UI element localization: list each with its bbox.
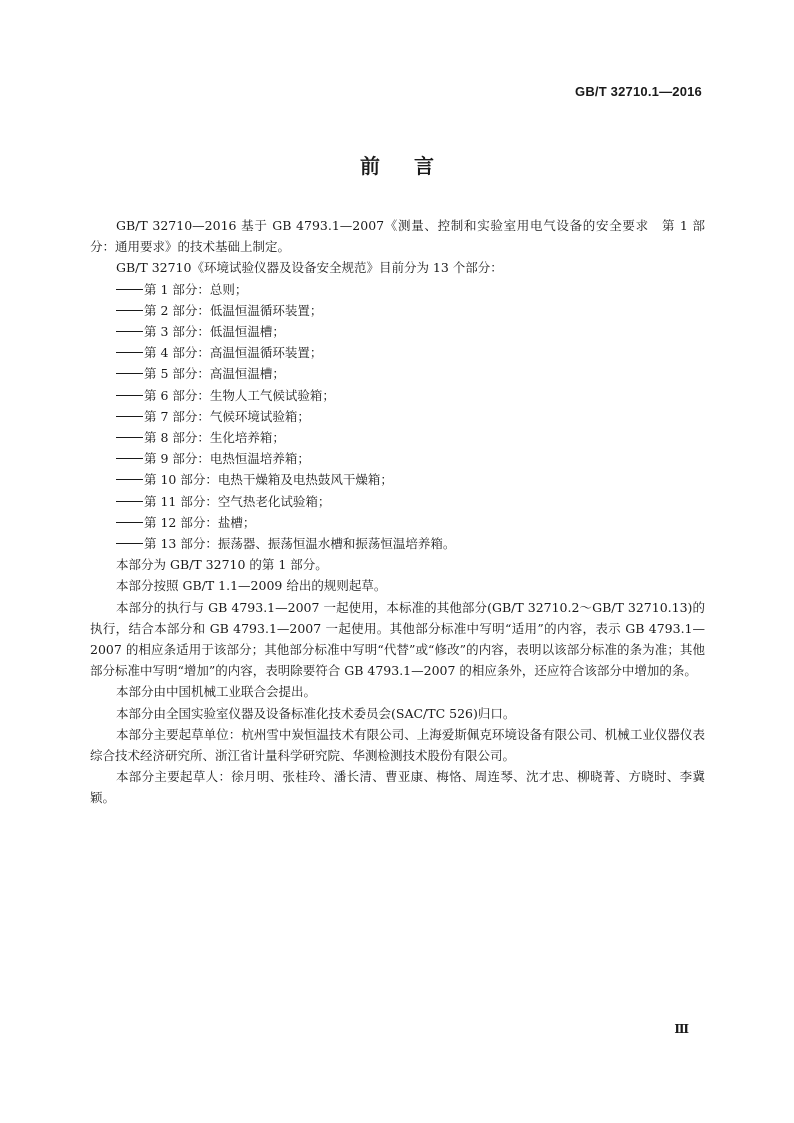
dash-marker [116, 331, 143, 332]
dash-marker [116, 522, 143, 523]
parts-list [90, 279, 705, 555]
dash-marker [116, 310, 143, 311]
dash-marker [116, 373, 143, 374]
list-item: 第 1 部分：总则； [90, 279, 705, 300]
document-body [90, 215, 705, 809]
body-paragraph: 本部分主要起草单位：杭州雪中炭恒温技术有限公司、上海爱斯佩克环境设备有限公司、机械工业仪器仪表综合技术经济研究所、浙江省计量科学研究院、华测检测技术股份有限公司。 [90, 726, 705, 764]
dash-marker [116, 479, 143, 480]
body-paragraph: 本部分由中国机械工业联合会提出。 [116, 684, 317, 700]
page-number: Ⅲ [674, 1022, 689, 1036]
list-item: 第 10 部分：电热干燥箱及电热鼓风干燥箱； [90, 469, 705, 490]
list-item: 第 8 部分：生化培养箱； [90, 427, 705, 448]
body-paragraph: 本部分主要起草人：徐月明、张桂玲、潘长清、曹亚康、梅恪、周连琴、沈才忠、柳晓菁、方晓时、李冀颖。 [90, 769, 705, 806]
body-paragraph: 本部分的执行与 GB 4793.1—2007 一起使用，本标准的其他部分(GB/T 32710.2～GB/T 32710.13)的执行，结合本部分和 GB 4793.1—2007 一起使用。其他部分标准中写明“适用”的内容，表示 GB 4793.1—2007 的相应条适用于该部分；其他部分标准中写明“代替”或“修改”的内容，表明以该部分标准的条为准；其他部分标准中写明“增加”的内容，表明除要符合 GB 4793.1—2007 的相应条外，还应符合该部分中增加的条。 [90, 599, 705, 679]
dash-marker [116, 289, 143, 290]
body-paragraph: 本部分按照 GB/T 1.1—2009 给出的规则起草。 [116, 578, 387, 594]
intro-paragraph: GB/T 32710《环境试验仪器及设备安全规范》目前分为 13 个部分： [116, 260, 503, 276]
standard-code: GB/T 32710.1—2016 [575, 84, 702, 99]
dash-marker [116, 501, 143, 502]
list-item: 第 5 部分：高温恒温槽； [90, 363, 705, 384]
list-item: 第 3 部分：低温恒温槽； [90, 321, 705, 342]
dash-marker [116, 416, 143, 417]
dash-marker [116, 437, 143, 438]
page-title: 前言 [360, 154, 468, 178]
body-paragraph: 本部分为 GB/T 32710 的第 1 部分。 [116, 557, 328, 573]
dash-marker [116, 458, 143, 459]
dash-marker [116, 395, 143, 396]
intro-paragraph: GB/T 32710—2016 基于 GB 4793.1—2007《测量、控制和实验室用电气设备的安全要求 第 1 部分：通用要求》的技术基础上制定。 [90, 218, 705, 255]
dash-marker [116, 543, 143, 544]
list-item: 第 13 部分：振荡器、振荡恒温水槽和振荡恒温培养箱。 [90, 533, 705, 554]
list-item: 第 11 部分：空气热老化试验箱； [90, 491, 705, 512]
list-item: 第 2 部分：低温恒温循环装置； [90, 300, 705, 321]
list-item: 第 4 部分：高温恒温循环装置； [90, 342, 705, 363]
list-item: 第 9 部分：电热恒温培养箱； [90, 448, 705, 469]
dash-marker [116, 352, 143, 353]
body-paragraph: 本部分由全国实验室仪器及设备标准化技术委员会(SAC/TC 526)归口。 [116, 705, 516, 721]
list-item: 第 7 部分：气候环境试验箱； [90, 406, 705, 427]
list-item: 第 6 部分：生物人工气候试验箱； [90, 385, 705, 406]
list-item: 第 12 部分：盐槽； [90, 512, 705, 533]
